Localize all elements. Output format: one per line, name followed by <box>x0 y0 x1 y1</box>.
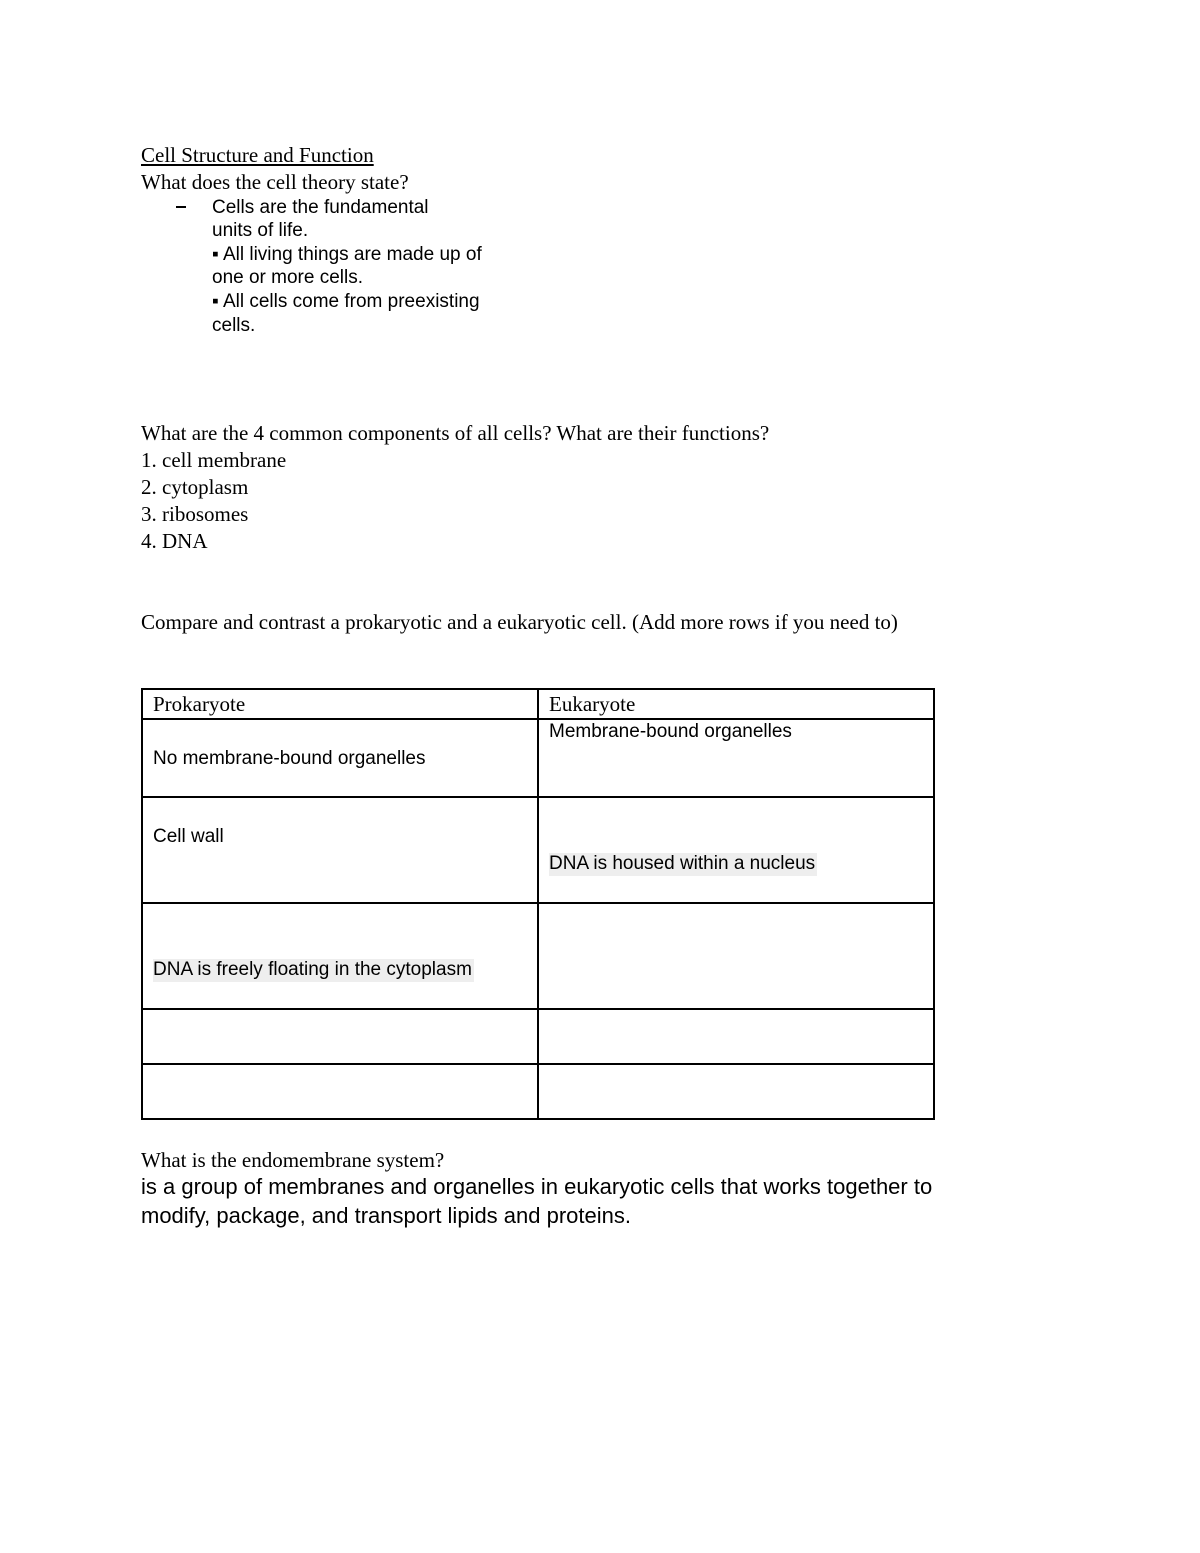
answer-line: cells. <box>212 315 256 336</box>
table-cell[interactable] <box>142 1064 538 1119</box>
table-cell[interactable]: No membrane-bound organelles <box>142 719 538 797</box>
table-cell[interactable]: Membrane-bound organelles <box>538 719 934 797</box>
list-item: 1. cell membrane <box>141 448 287 472</box>
comparison-table <box>141 688 935 1120</box>
table-cell[interactable]: DNA is housed within a nucleus <box>538 797 934 903</box>
table-row <box>142 1009 934 1064</box>
dash-bullet <box>176 206 186 208</box>
table-cell[interactable]: DNA is freely floating in the cytoplasm <box>142 903 538 1009</box>
answer-line: units of life. <box>212 220 309 241</box>
question-cell-theory: What does the cell theory state? <box>141 170 409 194</box>
list-item: 4. DNA <box>141 529 208 553</box>
question-cell-components: What are the 4 common components of all cells? What are their functions? <box>141 421 770 445</box>
header-prokaryote: Prokaryote <box>142 689 538 719</box>
header-eukaryote: Eukaryote <box>538 689 934 719</box>
question-compare-cells: Compare and contrast a prokaryotic and a eukaryotic cell. (Add more rows if you need to) <box>141 610 898 634</box>
page-title: Cell Structure and Function <box>141 143 374 167</box>
answer-line: ▪ All living things are made up of <box>212 244 482 265</box>
table-row <box>142 1064 934 1119</box>
table-row <box>142 719 934 797</box>
question-endomembrane: What is the endomembrane system? <box>141 1148 445 1172</box>
answer-line: ▪ All cells come from preexisting <box>212 291 480 312</box>
table-cell[interactable] <box>538 903 934 1009</box>
table-cell[interactable]: Cell wall <box>142 797 538 903</box>
table-cell[interactable] <box>538 1064 934 1119</box>
table-cell[interactable] <box>538 1009 934 1064</box>
answer-line: is a group of membranes and organelles in eukaryotic cells that works together to <box>141 1174 933 1199</box>
list-item: 2. cytoplasm <box>141 475 249 499</box>
table-row <box>142 797 934 903</box>
table-row <box>142 903 934 1009</box>
table-cell[interactable] <box>142 1009 538 1064</box>
table-header-row <box>142 689 934 719</box>
answer-line: one or more cells. <box>212 267 364 288</box>
answer-line: Cells are the fundamental <box>212 197 429 218</box>
list-item: 3. ribosomes <box>141 502 249 526</box>
answer-line: modify, package, and transport lipids and proteins. <box>141 1203 631 1228</box>
